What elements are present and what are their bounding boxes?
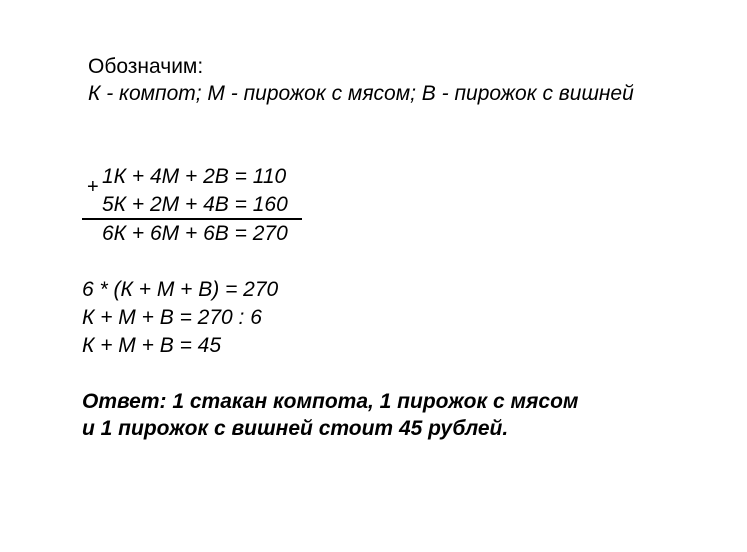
step-3: К + М + В = 45 xyxy=(82,334,222,357)
equation-sum: 6К + 6М + 6В = 270 xyxy=(102,222,288,245)
step-2: К + М + В = 270 : 6 xyxy=(82,306,262,329)
plus-sign: + xyxy=(87,176,99,198)
notation-heading: Обозначим: xyxy=(88,55,204,78)
notation-definitions: К - компот; М - пирожок с мясом; В - пирожок с вишней xyxy=(88,82,634,105)
sum-underline xyxy=(82,218,302,220)
step-1: 6 * (К + М + В) = 270 xyxy=(82,278,279,301)
equation-1: 1К + 4М + 2В = 110 xyxy=(102,165,287,188)
answer-line-1: Ответ: 1 стакан компота, 1 пирожок с мясом xyxy=(82,390,579,413)
answer-line-2: и 1 пирожок с вишней стоит 45 рублей. xyxy=(82,417,509,440)
equation-2: 5К + 2М + 4В = 160 xyxy=(102,193,288,216)
